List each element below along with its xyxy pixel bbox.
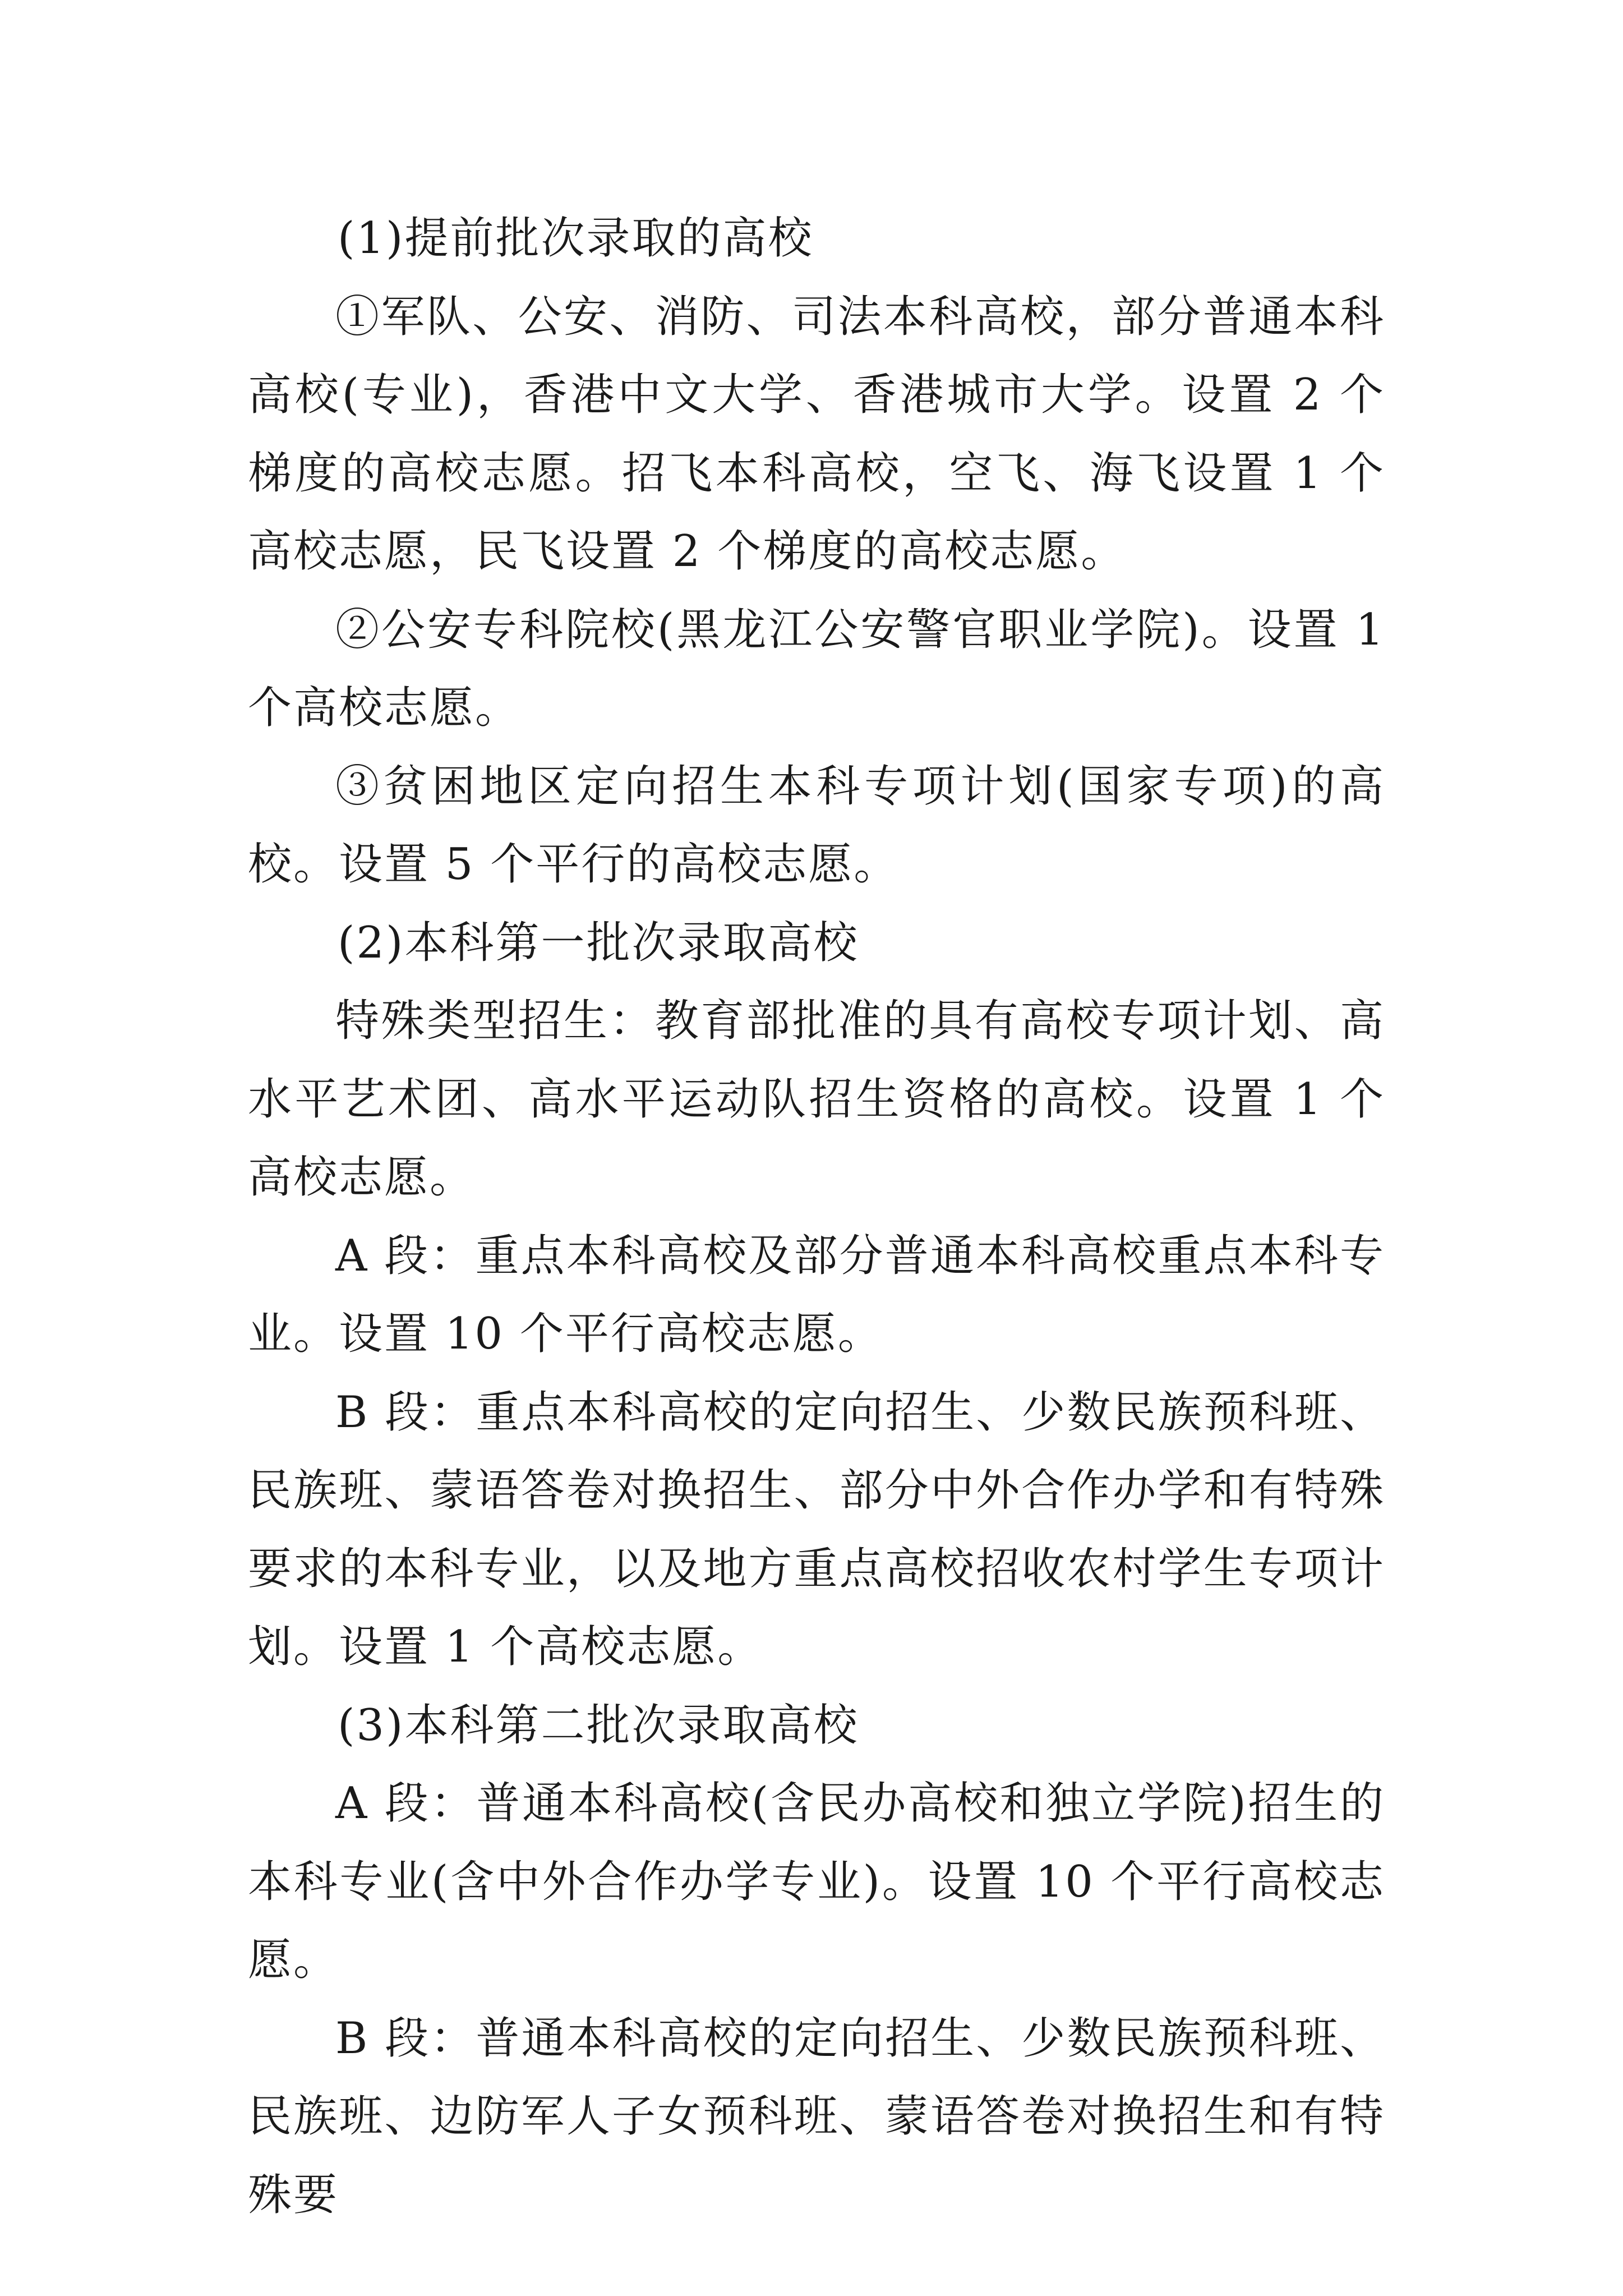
section-heading-second-batch: (3)本科第二批次录取高校 bbox=[338, 1700, 859, 1751]
paragraph-second-batch-a: A 段：普通本科高校(含民办高校和独立学院)招生的本科专业(含中外合作办学专业)。设置 10 个平行高校志愿。 bbox=[248, 1778, 1385, 1985]
section-heading-early-batch: (1)提前批次录取的高校 bbox=[338, 213, 814, 264]
paragraph-police-vocational-college: ②公安专科院校(黑龙江公安警官职业学院)。设置 1 个高校志愿。 bbox=[248, 604, 1385, 733]
paragraph-first-batch-a: A 段：重点本科高校及部分普通本科高校重点本科专业。设置 10 个平行高校志愿。 bbox=[248, 1230, 1385, 1359]
section-heading-first-batch: (2)本科第一批次录取高校 bbox=[338, 917, 859, 968]
paragraph-military-police-colleges: ①军队、公安、消防、司法本科高校，部分普通本科高校(专业)，香港中文大学、香港城市大学。设置 2 个梯度的高校志愿。招飞本科高校，空飞、海飞设置 1 个高校志愿，民飞设置 2 个梯度的高校志愿。 bbox=[248, 291, 1385, 577]
document-body bbox=[248, 200, 1385, 2234]
paragraph-first-batch-b: B 段：重点本科高校的定向招生、少数民族预科班、民族班、蒙语答卷对换招生、部分中外合作办学和有特殊要求的本科专业，以及地方重点高校招收农村学生专项计划。设置 1 个高校志愿。 bbox=[248, 1387, 1385, 1672]
paragraph-special-admission: 特殊类型招生：教育部批准的具有高校专项计划、高水平艺术团、高水平运动队招生资格的高校。设置 1 个高校志愿。 bbox=[248, 996, 1385, 1203]
paragraph-second-batch-b: B 段：普通本科高校的定向招生、少数民族预科班、民族班、边防军人子女预科班、蒙语答卷对换招生和有特殊要 bbox=[248, 2013, 1385, 2220]
paragraph-national-special-plan: ③贫困地区定向招生本科专项计划(国家专项)的高校。设置 5 个平行的高校志愿。 bbox=[248, 761, 1385, 890]
